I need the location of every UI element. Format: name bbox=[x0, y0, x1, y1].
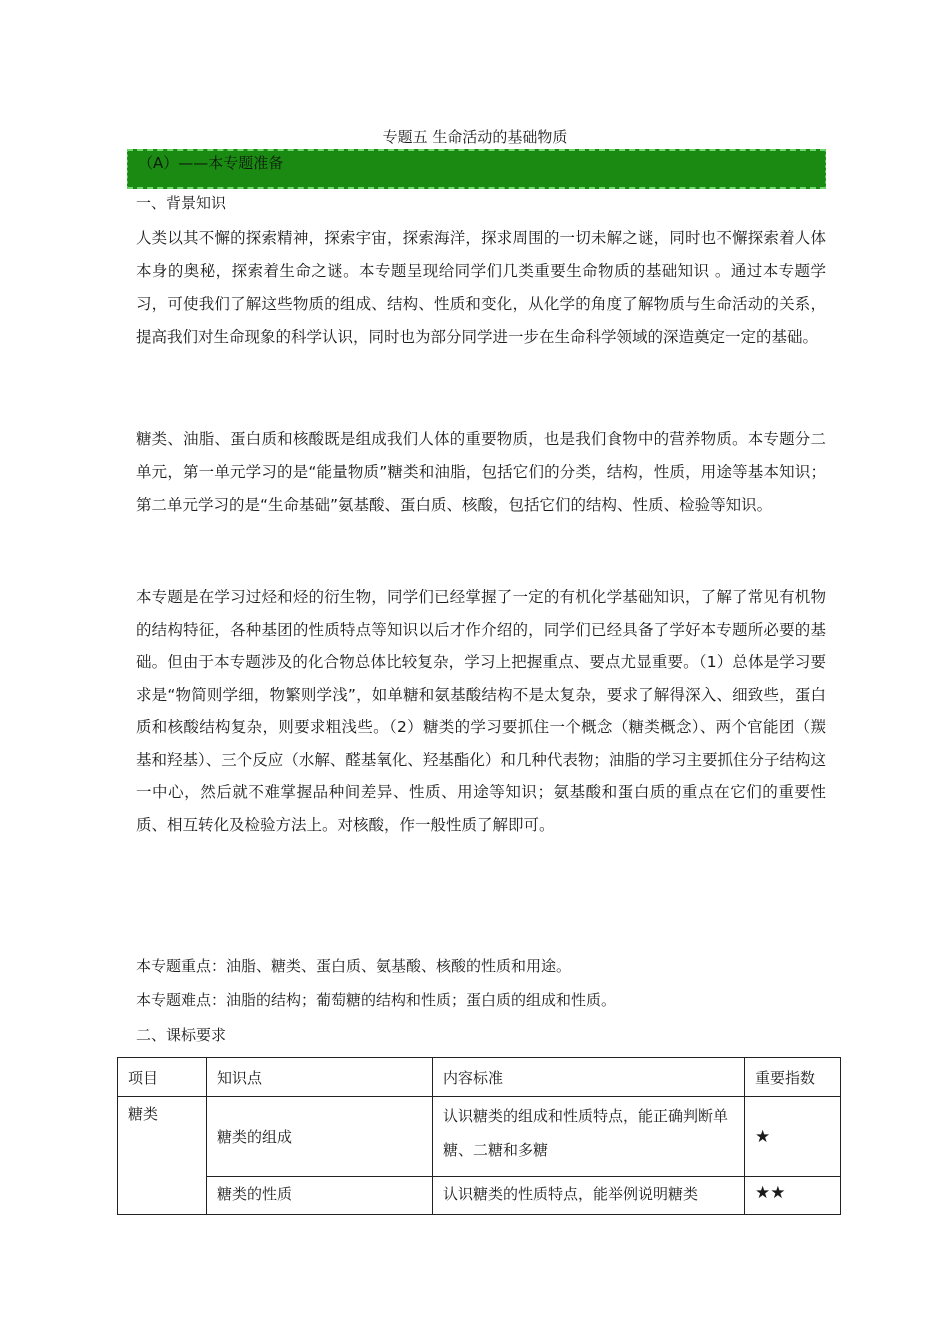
paragraph-2: 糖类、油脂、蛋白质和核酸既是组成我们人体的重要物质，也是我们食物中的营养物质。本专题分二单元，第一单元学习的是“能量物质”糖类和油脂，包括它们的分类，结构，性质，用途等基本知识；第二单元学习的是“生命基础”氨基酸、蛋白质、核酸，包括它们的结构、性质、检验等知识。 bbox=[136, 430, 826, 514]
header-item: 项目 bbox=[118, 1058, 207, 1097]
star-rating: ★ bbox=[755, 1126, 771, 1147]
paragraph-3: 本专题是在学习过烃和烃的衍生物，同学们已经掌握了一定的有机化学基础知识，了解了常见有机物的结构特征，各种基团的性质特点等知识以后才作介绍的，同学们已经具备了学好本专题所必要的基础。但由于本专题涉及的化合物总体比较复杂，学习上把握重点、要点尤显重要。（1）总体是学习要求是“物简则学细，物繁则学浅”，如单糖和氨基酸结构不是太复杂，要求了解得深入、细致些，蛋白质和核酸结构复杂，则要求粗浅些。（2）糖类的学习要抓住一个概念（糖类概念）、两个官能团（羰基和羟基）、三个反应（水解、醛基氧化、羟基酯化）和几种代表物；油脂的学习主要抓住分子结构这一中心，然后就不难掌握品种间差异、性质、用途等知识；氨基酸和蛋白质的重点在它们的重要性质、相互转化及检验方法上。对核酸，作一般性质了解即可。 bbox=[136, 588, 826, 834]
importance-cell bbox=[745, 1097, 841, 1177]
table-row bbox=[118, 1177, 841, 1215]
content-standard-cell bbox=[433, 1177, 745, 1215]
content-standard: 认识糖类的性质特点，能举例说明糖类 bbox=[443, 1185, 699, 1203]
table-header-row bbox=[118, 1058, 841, 1097]
document-title: 专题五 生命活动的基础物质 bbox=[382, 128, 568, 146]
table-row bbox=[118, 1097, 841, 1177]
group-label: 糖类 bbox=[128, 1105, 159, 1123]
difficult-points: 本专题难点：油脂的结构；葡萄糖的结构和性质；蛋白质的组成和性质。 bbox=[136, 991, 617, 1009]
section-banner bbox=[127, 149, 826, 189]
content-standard: 认识糖类的组成和性质特点，能正确判断单糖、二糖和多糖 bbox=[443, 1107, 729, 1159]
header-knowledge-point: 知识点 bbox=[207, 1058, 433, 1097]
group-cell bbox=[118, 1097, 207, 1215]
header-importance: 重要指数 bbox=[745, 1058, 841, 1097]
star-rating: ★★ bbox=[755, 1183, 786, 1203]
section2-heading: 二、课标要求 bbox=[136, 1026, 227, 1044]
banner-label: （A）——本专题准备 bbox=[138, 154, 284, 172]
content-standard-cell bbox=[433, 1097, 745, 1177]
importance-cell bbox=[745, 1177, 841, 1215]
curriculum-table bbox=[117, 1057, 841, 1215]
knowledge-point-cell bbox=[207, 1097, 433, 1177]
section1-heading: 一、背景知识 bbox=[136, 194, 227, 212]
key-points: 本专题重点：油脂、糖类、蛋白质、氨基酸、核酸的性质和用途。 bbox=[136, 957, 572, 975]
knowledge-point-cell bbox=[207, 1177, 433, 1215]
knowledge-point: 糖类的组成 bbox=[217, 1128, 293, 1146]
paragraph-1: 人类以其不懈的探索精神，探索宇宙，探索海洋，探求周围的一切未解之谜，同时也不懈探索着人体本身的奥秘，探索着生命之谜。本专题呈现给同学们几类重要生命物质的基础知识 。通过本专题学习，可使我们了解这些物质的组成、结构、性质和变化，从化学的角度了解物质与生命活动的关系，提高我们对生命现象的科学认识，同时也为部分同学进一步在生命科学领域的深造奠定一定的基础。 bbox=[136, 229, 826, 346]
knowledge-point: 糖类的性质 bbox=[217, 1185, 293, 1203]
header-content-standard: 内容标准 bbox=[433, 1058, 745, 1097]
